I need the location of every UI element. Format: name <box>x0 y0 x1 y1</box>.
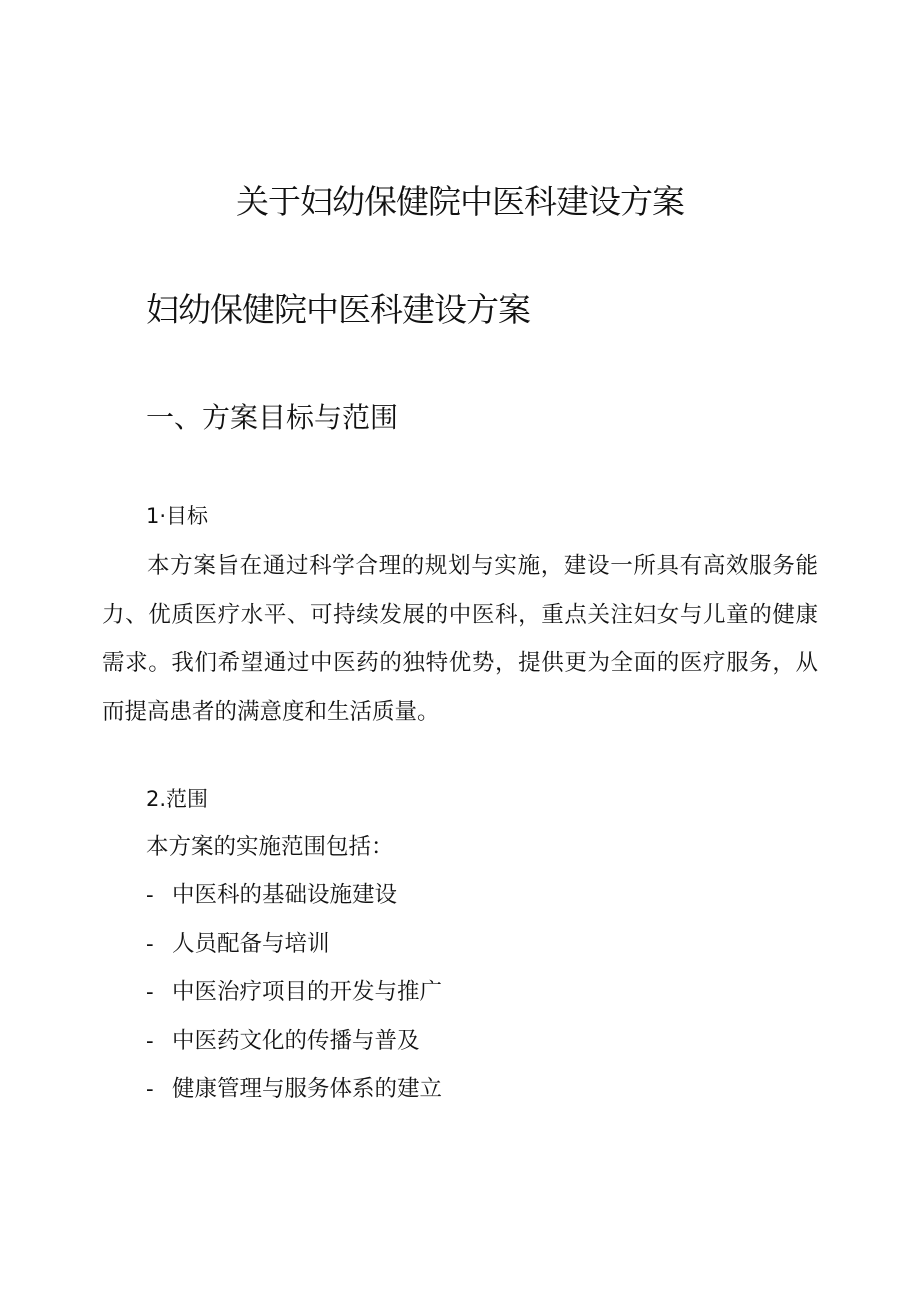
list-item-text: 中医科的基础设施建设 <box>172 882 398 908</box>
list-item <box>146 1071 442 1120</box>
document-title: 关于妇幼保健院中医科建设方案 <box>236 182 684 221</box>
document-subtitle: 妇幼保健院中医科建设方案 <box>146 290 530 329</box>
scope-heading: 2.范围 <box>146 787 209 811</box>
list-item-text: 健康管理与服务体系的建立 <box>172 1076 443 1102</box>
bullet-marker: - <box>146 930 154 957</box>
section-heading: 一、方案目标与范围 <box>146 401 399 434</box>
bullet-marker: - <box>146 1027 154 1054</box>
list-item <box>146 974 442 1023</box>
goal-paragraph: 本方案旨在通过科学合理的规划与实施，建设一所具有高效服务能力、优质医疗水平、可持续发展的中医科，重点关注妇女与儿童的健康需求。我们希望通过中医药的独特优势，提供更为全面的医疗服务，从而提高患者的满意度和生活质量。 <box>102 553 818 725</box>
bullet-marker: - <box>146 979 154 1005</box>
list-item-text: 中医治疗项目的开发与推广 <box>172 979 443 1005</box>
list-item-text: 人员配备与培训 <box>172 930 330 957</box>
bullet-marker: - <box>146 1076 154 1102</box>
list-item <box>146 926 442 975</box>
scope-list <box>146 877 442 1120</box>
goal-heading: 1·目标 <box>146 504 209 528</box>
list-item <box>146 877 442 926</box>
list-item <box>146 1023 442 1072</box>
scope-intro: 本方案的实施范围包括： <box>146 834 394 860</box>
list-item-text: 中医药文化的传播与普及 <box>172 1027 420 1054</box>
bullet-marker: - <box>146 882 154 908</box>
